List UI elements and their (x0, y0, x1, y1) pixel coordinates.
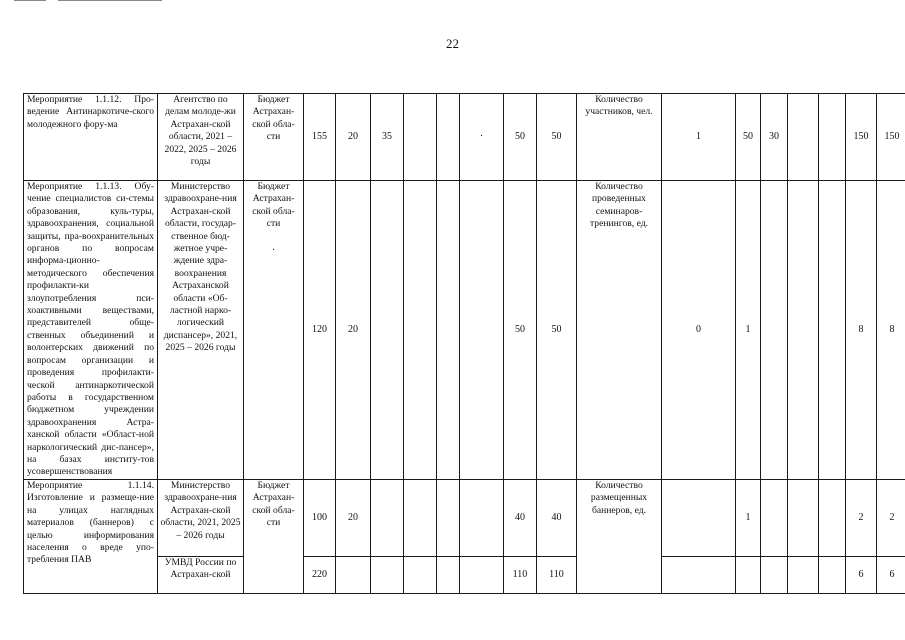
total-cell: 100 (304, 480, 336, 557)
indicator-value-cell: 8 (846, 181, 877, 480)
indicator-value-cell: 6 (877, 557, 905, 594)
funding-source-cell: Бюджет Астрахан-ской обла-сти · (244, 181, 304, 480)
year-value-cell: 20 (336, 181, 371, 480)
indicator-value-cell (819, 480, 846, 557)
indicator-cell: Количество участников, чел. (577, 94, 662, 181)
indicator-value-cell (788, 557, 819, 594)
year-value-cell (336, 557, 371, 594)
year-value-cell (460, 557, 504, 594)
year-value-cell (437, 480, 460, 557)
dot-mark: · (271, 244, 276, 256)
indicator-value-cell: 150 (877, 94, 905, 181)
year-value-cell: 40 (504, 480, 537, 557)
indicator-value-cell: 150 (846, 94, 877, 181)
activity-cell: Мероприятие 1.1.12. Про-ведение Антинаркотиче-ского молодежного фору-ма (24, 94, 158, 181)
year-value-cell (404, 94, 437, 181)
year-value-cell: 110 (537, 557, 577, 594)
indicator-value-cell (662, 480, 736, 557)
year-value-cell: 50 (504, 181, 537, 480)
table-row-activity-1-1-13 (24, 181, 905, 480)
year-value-cell: 20 (336, 480, 371, 557)
year-value-cell (437, 557, 460, 594)
indicator-value-cell (736, 557, 761, 594)
indicator-value-cell: 2 (846, 480, 877, 557)
total-cell: 220 (304, 557, 336, 594)
year-value-cell: 35 (371, 94, 404, 181)
year-value-cell (371, 480, 404, 557)
page-number: 22 (446, 36, 459, 51)
activity-cell: Мероприятие 1.1.13. Обу-чение специалистов си-стемы образования, куль-туры, здравоохранения, социальной защиты, пра-воохранительных органов по вопросам информа-ционно-методического обеспечения профилакти-ки злоупотребления пси-хоактивными веществами, представителей обще-ственных объединений и волонтерских движений по вопросам организации и проведения профилакти-ческой антинаркотической работы в государственном бюджетном учреждении здравоохранения Астра-ханской области «Област-ной наркологический дис-пансер», на базах институ-тов усовершенствования (24, 181, 158, 480)
year-value-cell (437, 94, 460, 181)
indicator-value-cell: 1 (736, 181, 761, 480)
indicator-value-cell: 8 (877, 181, 905, 480)
year-value-cell: 110 (504, 557, 537, 594)
indicator-cell: Количество проведенных семинаров-тренингов, ед. (577, 181, 662, 480)
year-value-cell (371, 181, 404, 480)
activity-cell: Мероприятие 1.1.14. Изготовление и размеще-ние на улицах наглядных материалов (баннеров) с целью информирования населения о вреде упо-требления ПАВ (24, 480, 158, 594)
total-cell: 120 (304, 181, 336, 480)
indicator-value-cell: 1 (736, 480, 761, 557)
executor-cell: Агентство по делам молоде-жи Астрахан-ской области, 2021 – 2022, 2025 – 2026 годы (158, 94, 244, 181)
indicator-cell: Количество размещенных баннеров, ед. (577, 480, 662, 594)
year-value-cell (460, 480, 504, 557)
table-row-activity-1-1-12 (24, 94, 905, 181)
executor-cell: Министерство здравоохране-ния Астрахан-ской области, 2021, 2025 – 2026 годы (158, 480, 244, 557)
scan-mark (14, 0, 46, 1)
total-cell: 155 (304, 94, 336, 181)
funding-source-cell: Бюджет Астрахан-ской обла-сти (244, 94, 304, 181)
scan-mark (58, 0, 162, 1)
indicator-value-cell: 6 (846, 557, 877, 594)
year-value-cell: 20 (336, 94, 371, 181)
funding-source-cell: Бюджет Астрахан-ской обла-сти (244, 480, 304, 594)
indicator-value-cell (819, 557, 846, 594)
year-value-cell (437, 181, 460, 480)
year-value-cell: 40 (537, 480, 577, 557)
indicator-value-cell (819, 181, 846, 480)
year-value-cell (404, 480, 437, 557)
year-value-cell (371, 557, 404, 594)
indicator-value-cell (788, 94, 819, 181)
year-value-cell (404, 557, 437, 594)
indicator-value-cell (819, 94, 846, 181)
indicator-value-cell: 0 (662, 181, 736, 480)
indicator-value-cell (761, 557, 788, 594)
table-row-activity-1-1-14 (24, 480, 905, 557)
year-value-cell: 50 (537, 94, 577, 181)
year-value-cell: 50 (537, 181, 577, 480)
indicator-value-cell (788, 480, 819, 557)
dot-mark: · (479, 131, 484, 142)
indicator-value-cell: 30 (761, 94, 788, 181)
indicator-value-cell (761, 181, 788, 480)
indicator-value-cell (662, 557, 736, 594)
indicator-value-cell (761, 480, 788, 557)
executor-cell: УМВД России по Астрахан-ской (158, 557, 244, 594)
indicator-value-cell: 50 (736, 94, 761, 181)
indicator-value-cell (788, 181, 819, 480)
executor-cell: Министерство здравоохране-ния Астрахан-ской области, государ-ственное бюд-жетное учре-ждение здра-воохранения Астраханской области «Об-ластной нарко-логический диспансер», 2021, 2025 – 2026 годы (158, 181, 244, 480)
indicator-value-cell: 1 (662, 94, 736, 181)
year-value-cell (404, 181, 437, 480)
year-value-cell (460, 181, 504, 480)
indicator-value-cell: 2 (877, 480, 905, 557)
year-value-cell: 50 (504, 94, 537, 181)
program-activities-table (23, 93, 905, 594)
year-value-cell (460, 94, 504, 181)
